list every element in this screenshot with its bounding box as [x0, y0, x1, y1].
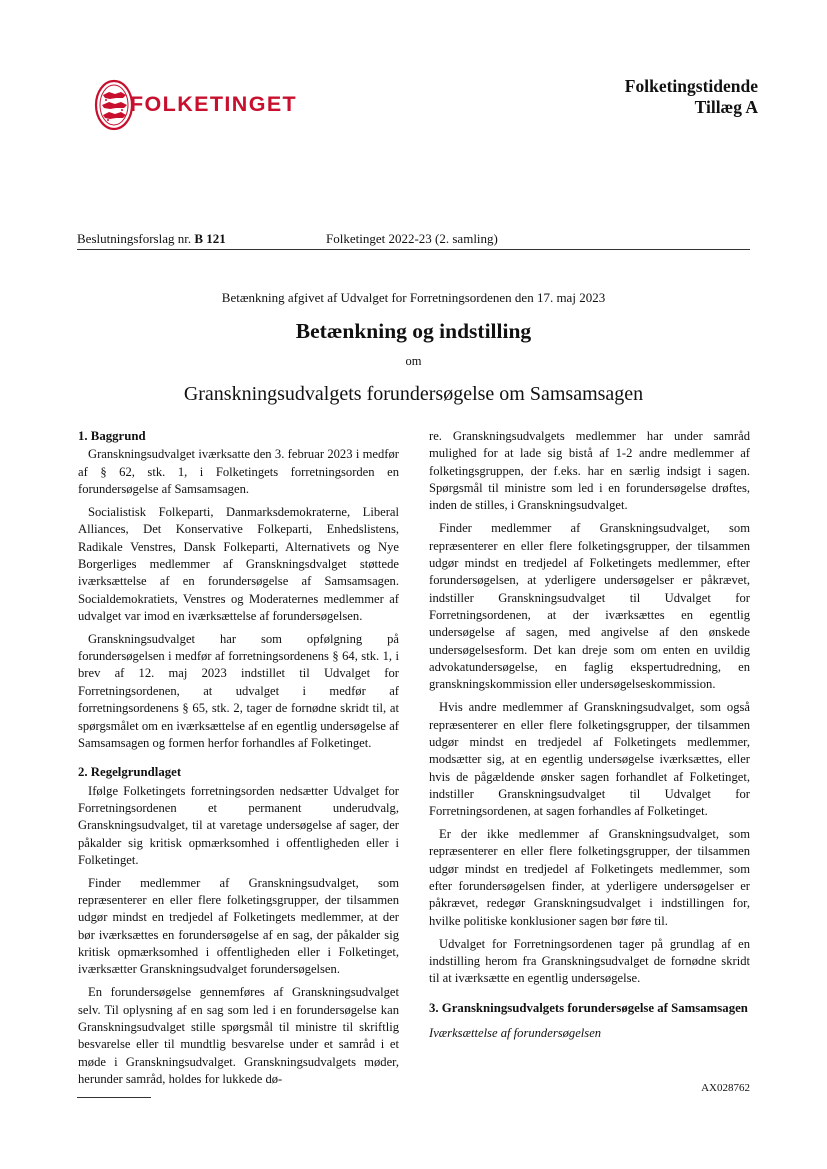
header-divider	[77, 249, 750, 250]
publication-line1: Folketingstidende	[624, 76, 758, 96]
section-heading-baggrund: 1. Baggrund	[78, 429, 146, 443]
paragraph: En forundersøgelse gennemføres af Granskningsudvalget selv. Til oplysning af en sag som led i en forundersøgelse kan Granskningsudvalget stille spørgsmål til ministre til skriftlig besvarelse eller til mundtlig besvarelse under et samråd i et møde i Granskningsudvalget. Granskningsudvalgets møder, herunder samråd, holdes for lukkede dø-	[78, 985, 399, 1087]
paragraph: Granskningsudvalget iværksatte den 3. februar 2023 i medfør af § 62, stk. 1, i Folketingets forretningsorden en forundersøgelse af Samsamsagen.	[78, 447, 399, 497]
subsection-heading: Iværksættelse af forundersøgelsen	[429, 1026, 602, 1040]
section-heading-forundersoegelse: 3. Granskningsudvalgets forundersøgelse af Samsamsagen	[429, 1000, 748, 1015]
paragraph: Er der ikke medlemmer af Granskningsudvalget, som repræsenterer en eller flere folketingsgrupper, der tilsammen udgør mindst en tredjedel af Folketingets medlemmer, som efter forundersøgelsen finder, at yderligere undersøgelser er påkrævet, redegør Granskningsudvalget i indstillingen for, hvilke politiske konklusioner sagen bør føre til.	[429, 827, 750, 928]
paragraph: Udvalget for Forretningsordenen tager på grundlag af en indstilling herom fra Granskningsudvalget de fornødne skridt til at iværksætte en egentlig undersøgelse.	[429, 936, 750, 986]
paragraph: Socialistisk Folkeparti, Danmarksdemokraterne, Liberal Alliances, Det Konservative Folkeparti, Enhedslistens, Radikale Venstres, Dansk Folkeparti, Alternativets og Nye Borgerliges medlemmer af Granskningsdvalget støttede iværksættelse af en forundersøgelse af Samsamsagen. Socialdemokratiets, Venstres og Moderaternes medlemmer af udvalget var imod en iværksættelse af forundersøgelsen.	[78, 504, 399, 623]
folketinget-logo-seal	[94, 79, 134, 131]
report-title: Betænkning og indstilling	[295, 319, 532, 343]
paragraph: Ifølge Folketingets forretningsorden nedsætter Udvalget for Forretningsordenen et permanent underudvalg, Granskningsudvalget, til at varetage undersøgelse af sager, der påkalder sig kritisk opmærksomhed i offentligheden eller i Folketinget.	[78, 783, 399, 867]
publication-name	[625, 76, 758, 118]
section-heading-regelgrundlaget: 2. Regelgrundlaget	[78, 765, 182, 780]
bill-number: Beslutningsforslag nr. B 121	[77, 231, 226, 246]
report-om: om	[405, 354, 422, 368]
paragraph: re. Granskningsudvalgets medlemmer har under samråd mulighed for at lade sig bistå af 1-2 andre medlemmer af folketingsgruppen, der f.eks. har en særlig indsigt i sagen. Spørgsmål til ministre som led i en forundersøgelse drøftes, inden de stilles, i Granskningsudvalget.	[429, 429, 750, 513]
footnote-rule	[77, 1097, 151, 1098]
paragraph: Granskningsudvalget har som opfølgning på forundersøgelsen i medfør af forretningsordenens § 64, stk. 1, i brev af 12. maj 2023 indstillet til Udvalget for Forretningsordenen, at udvalget i medfør af forretningsordenens § 65, stk. 2, tager de fornødne skridt til, at spørgsmålet om en iværksættelse af en egentlig undersøgelse af Samsamsagen og formen herfor forhandles af Folketinget.	[78, 631, 399, 750]
paragraph: Hvis andre medlemmer af Granskningsudvalget, som også repræsenterer en eller flere folketingsgrupper, der tilsammen udgør mindst en tredjedel af Folketingets medlemmer, modsætter sig, at en egentlig undersøgelse iværksættes, eller hvis de pågældende ønsker sagen forhandlet af Folketinget, indstiller Granskningsudvalget til Udvalget for Forretningsordenen, at sagen forhandles af Folketinget.	[429, 700, 750, 819]
session-label: Folketinget 2022-23 (2. samling)	[326, 231, 498, 246]
paragraph: Finder medlemmer af Granskningsudvalget, som repræsenterer en eller flere folketingsgrupper, der tilsammen udgør mindst en tredjedel af Folketingets medlemmer, at der bør iværksættes en forundersøgelse af en sag, der påkalder sig kritisk opmærksomhed i offentligheden eller i Folketinget, iværksætter Granskningsudvalget forundersøgelsen.	[78, 875, 399, 977]
left-column	[78, 428, 399, 1094]
report-given-line: Betænkning afgivet af Udvalget for Forretningsordenen den 17. maj 2023	[221, 290, 606, 305]
report-subtitle: Granskningsudvalgets forundersøgelse om Samsamsagen	[183, 383, 644, 405]
logo-wordmark: FOLKETINGET	[130, 92, 298, 116]
paragraph: Finder medlemmer af Granskningsudvalget, som repræsenterer en eller flere folketingsgrupper, der tilsammen udgør mindst en tredjedel af Folketingets medlemmer, efter forundersøgelsen, at yderligere undersøgelser er påkrævet, indstiller Granskningsudvalget til Udvalget for Forretningsordenen, at der iværksættes en egentlig undersøgelse af sagen, med angivelse af den ønskede undersøgelsesform. Det kan dreje som om enten en uvildig advokatundersøgelse, en faglig ekspertudredning, en granskningskommission eller undersøgelseskommission.	[429, 521, 750, 692]
document-code: AX028762	[701, 1082, 750, 1094]
publication-line2: Tillæg A	[694, 97, 758, 117]
right-column	[429, 428, 750, 1048]
